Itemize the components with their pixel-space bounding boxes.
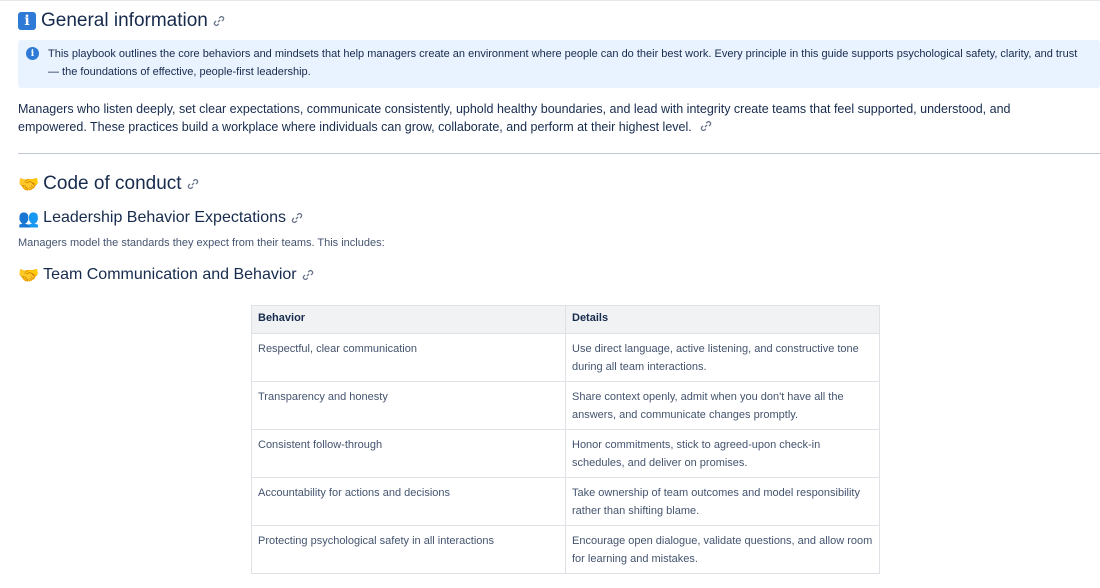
column-header-behavior: Behavior bbox=[252, 306, 566, 334]
intro-paragraph-text: Managers who listen deeply, set clear expectations, communicate consistently, uphold healthy boundaries, and lead with integrity create teams that feel supported, understood, and empowered. These practices build a workplace where individuals can grow, collaborate, and perform at their highest level. bbox=[18, 102, 1011, 134]
table-header-row bbox=[252, 306, 880, 334]
code-of-conduct-title: Code of conduct bbox=[43, 173, 182, 194]
section-divider bbox=[18, 153, 1100, 154]
behavior-cell: Accountability for actions and decisions bbox=[252, 478, 566, 526]
table-row bbox=[252, 334, 880, 382]
details-cell: Honor commitments, stick to agreed-upon check-in schedules, and deliver on promises. bbox=[566, 430, 880, 478]
code-of-conduct-heading bbox=[18, 169, 1100, 199]
behavior-cell: Respectful, clear communication bbox=[252, 334, 566, 382]
table-row bbox=[252, 382, 880, 430]
team-communication-title: Team Communication and Behavior bbox=[43, 266, 297, 283]
leadership-heading bbox=[18, 205, 1100, 231]
link-icon[interactable] bbox=[213, 15, 225, 27]
column-header-details: Details bbox=[566, 306, 880, 334]
link-icon[interactable] bbox=[700, 120, 712, 132]
behavior-cell: Transparency and honesty bbox=[252, 382, 566, 430]
general-information-title: General information bbox=[41, 10, 208, 31]
intro-paragraph bbox=[18, 100, 1078, 136]
handshake-icon: 🤝 bbox=[18, 174, 40, 194]
details-cell: Take ownership of team outcomes and model responsibility rather than shifting blame. bbox=[566, 478, 880, 526]
info-circle-icon: i bbox=[26, 47, 39, 60]
behavior-cell: Protecting psychological safety in all interactions bbox=[252, 526, 566, 574]
behavior-cell: Consistent follow-through bbox=[252, 430, 566, 478]
info-panel-text: This playbook outlines the core behaviors and mindsets that help managers create an environment where people can do their best work. Every principle in this guide supports psychological safety, clarity, and trust — the foundations of effective, people-first leadership. bbox=[48, 48, 1078, 78]
link-icon[interactable] bbox=[291, 212, 303, 224]
info-panel bbox=[18, 40, 1100, 88]
behavior-table bbox=[251, 305, 880, 574]
people-icon: 👥 bbox=[18, 208, 40, 228]
handshake-icon: 🤝 bbox=[18, 265, 40, 285]
link-icon[interactable] bbox=[187, 178, 199, 190]
leadership-intro: Managers model the standards they expect from their teams. This includes: bbox=[18, 237, 385, 249]
leadership-title: Leadership Behavior Expectations bbox=[43, 209, 286, 226]
table-row bbox=[252, 526, 880, 574]
details-cell: Encourage open dialogue, validate questions, and allow room for learning and mistakes. bbox=[566, 526, 880, 574]
table-row bbox=[252, 430, 880, 478]
table-row bbox=[252, 478, 880, 526]
information-square-icon: i bbox=[18, 12, 36, 30]
general-information-heading bbox=[18, 6, 1100, 36]
details-cell: Share context openly, admit when you don't have all the answers, and communicate changes promptly. bbox=[566, 382, 880, 430]
team-communication-heading bbox=[18, 262, 1100, 288]
top-divider bbox=[0, 0, 1100, 1]
page-content bbox=[18, 6, 1100, 288]
details-cell: Use direct language, active listening, and constructive tone during all team interactions. bbox=[566, 334, 880, 382]
link-icon[interactable] bbox=[302, 269, 314, 281]
